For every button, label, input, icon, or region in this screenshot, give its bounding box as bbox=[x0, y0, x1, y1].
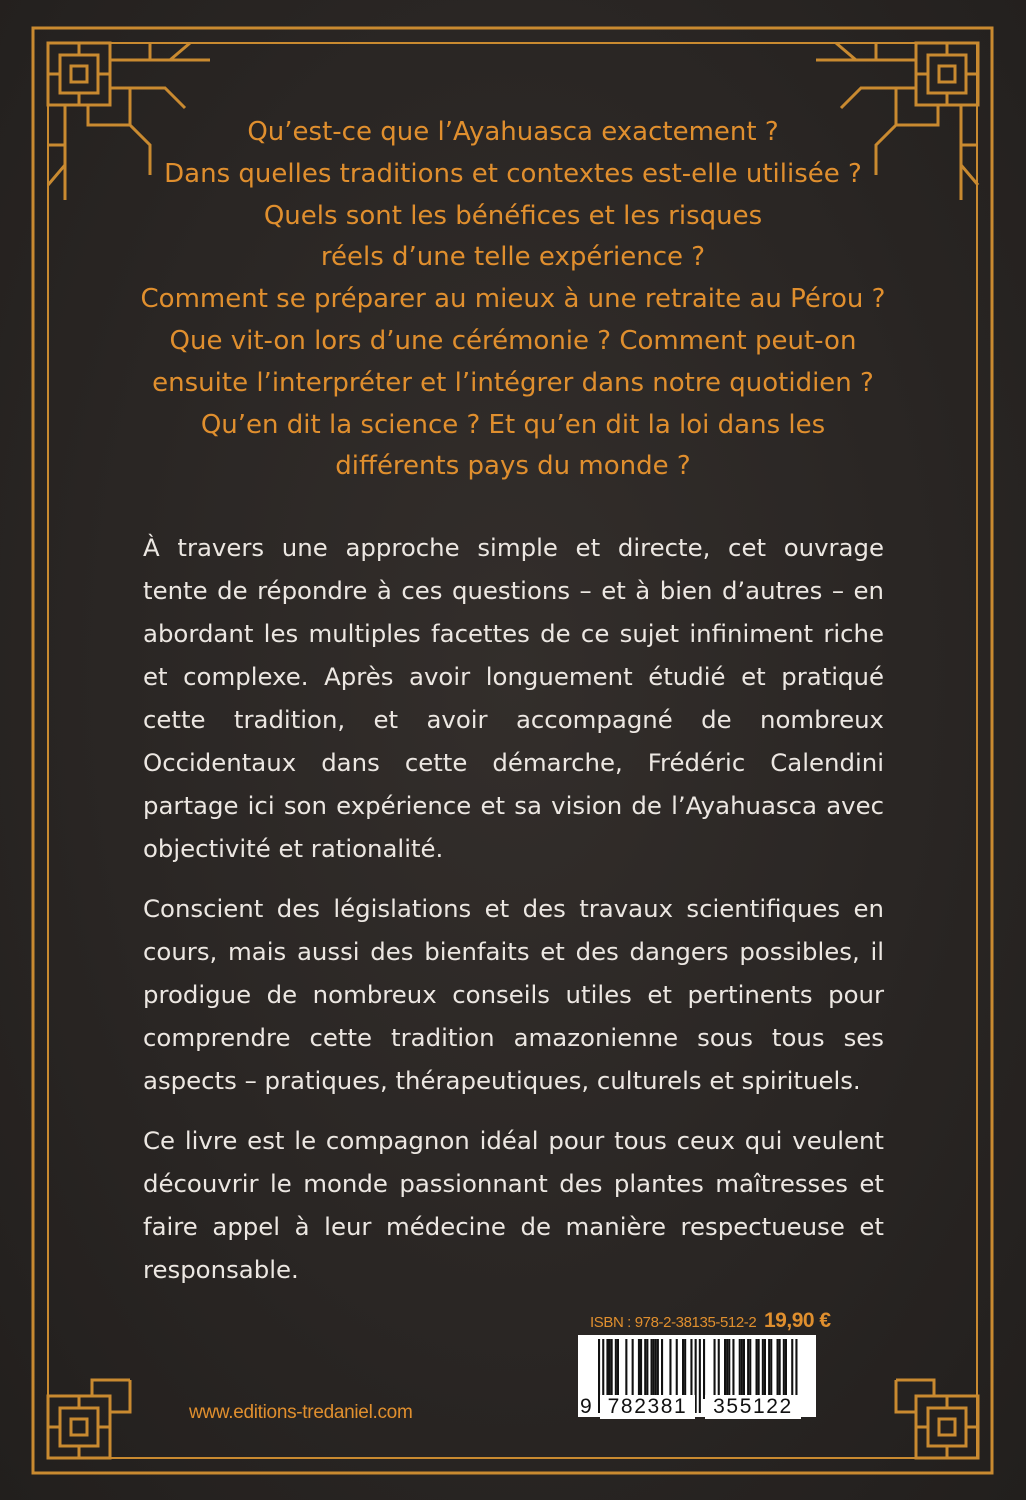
barcode-digits bbox=[578, 1395, 816, 1417]
barcode-bar bbox=[749, 1339, 751, 1399]
barcode-bar bbox=[747, 1339, 749, 1399]
text-line: aspects – pratiques, thérapeutiques, culturels et spirituels. bbox=[143, 1066, 861, 1095]
barcode-bar bbox=[714, 1339, 716, 1399]
questions-block bbox=[100, 112, 926, 488]
barcode-bar bbox=[718, 1339, 720, 1399]
barcode-bar bbox=[657, 1339, 659, 1399]
question-line: Dans quelles traditions et contextes est-elle utilisée ? bbox=[164, 158, 862, 189]
barcode-bar bbox=[644, 1339, 646, 1399]
barcode-bar bbox=[732, 1339, 734, 1399]
question-line: Qu’en dit la science ? Et qu’en dit la loi dans les bbox=[200, 409, 826, 440]
text-line: cette tradition, et avoir accompagné de nombreux bbox=[143, 705, 884, 734]
barcode-bar bbox=[617, 1339, 619, 1399]
publisher-website: www.editions-tredaniel.com bbox=[189, 1402, 413, 1423]
paragraph-legislation bbox=[143, 887, 884, 1102]
question-line: Que vit-on lors d’une cérémonie ? Comment peut-on bbox=[169, 325, 857, 356]
text-line: prodigue de nombreux conseils utiles et pertinents pour bbox=[143, 980, 884, 1009]
barcode-bar bbox=[758, 1339, 760, 1399]
paragraph-intro bbox=[143, 526, 884, 870]
barcode-bar bbox=[669, 1339, 671, 1399]
text-line: Conscient des législations et des travaux scientifiques en bbox=[143, 894, 884, 923]
text-line: abordant les multiples facettes de ce sujet infiniment riche bbox=[143, 619, 884, 648]
question-line: différents pays du monde ? bbox=[335, 451, 691, 482]
barcode-bar bbox=[632, 1339, 634, 1399]
text-line: À travers une approche simple et directe, cet ouvrage bbox=[143, 533, 884, 562]
barcode-bar bbox=[768, 1339, 770, 1399]
barcode-bar bbox=[728, 1339, 730, 1399]
barcode-bar bbox=[764, 1339, 766, 1399]
text-line: Ce livre est le compagnon idéal pour tous ceux qui veulent bbox=[143, 1126, 884, 1155]
text-line: faire appel à leur médecine de manière respectueuse et bbox=[143, 1212, 884, 1241]
text-line: comprendre cette tradition amazonienne sous tous ses bbox=[143, 1023, 884, 1052]
barcode-bar bbox=[651, 1339, 653, 1399]
barcode-bar bbox=[741, 1339, 743, 1399]
question-line: Comment se préparer au mieux à une retraite au Pérou ? bbox=[140, 284, 886, 315]
barcode-bar bbox=[615, 1339, 617, 1399]
barcode-bar bbox=[684, 1339, 686, 1399]
barcode-bar bbox=[638, 1339, 640, 1399]
question-line: Qu’est-ce que l’Ayahuasca exactement ? bbox=[247, 117, 779, 147]
barcode-bar bbox=[676, 1339, 678, 1399]
isbn-label: ISBN : 978-2-38135-512-2 bbox=[590, 1314, 757, 1331]
barcode-bar bbox=[606, 1339, 608, 1399]
barcode-bar bbox=[785, 1339, 787, 1399]
text-line: tente de répondre à ces questions – et à bien d’autres – en bbox=[143, 576, 884, 605]
paragraph-companion bbox=[143, 1119, 884, 1291]
barcode-right-digits: 355122 bbox=[705, 1395, 801, 1419]
barcode-bar bbox=[779, 1339, 781, 1399]
text-line: découvrir le monde passionnant des plantes maîtresses et bbox=[143, 1169, 884, 1198]
barcode-bar bbox=[783, 1339, 785, 1399]
barcode-bar bbox=[724, 1339, 726, 1399]
barcode-bar bbox=[625, 1339, 627, 1399]
corner-ornament-bottom-right bbox=[896, 1380, 978, 1458]
barcode-bar bbox=[661, 1339, 663, 1399]
question-line: Quels sont les bénéfices et les risques bbox=[263, 200, 763, 231]
corner-ornament-bottom-left bbox=[48, 1380, 130, 1458]
text-line: responsable. bbox=[143, 1255, 299, 1284]
barcode-bar bbox=[640, 1339, 642, 1399]
barcode-bar bbox=[762, 1339, 764, 1399]
barcode-bar bbox=[703, 1339, 705, 1399]
barcode-bar bbox=[756, 1339, 758, 1399]
barcode-bar bbox=[726, 1339, 728, 1399]
isbn-price-row bbox=[578, 1309, 840, 1335]
barcode-left-digits: 782381 bbox=[600, 1395, 695, 1419]
barcode-bar bbox=[611, 1339, 613, 1399]
barcode bbox=[578, 1335, 816, 1417]
barcode-bar bbox=[777, 1339, 779, 1399]
barcode-bar bbox=[609, 1339, 611, 1399]
question-line: réels d’une telle expérience ? bbox=[320, 242, 706, 273]
barcode-bar bbox=[682, 1339, 684, 1399]
barcode-first-digit: 9 bbox=[580, 1395, 592, 1418]
price-label: 19,90 € bbox=[764, 1309, 831, 1332]
barcode-bar bbox=[655, 1339, 657, 1399]
barcode-bar bbox=[739, 1339, 741, 1399]
text-line: Occidentaux dans cette démarche, Frédéric Calendini bbox=[143, 748, 884, 777]
barcode-bar bbox=[690, 1339, 692, 1399]
text-line: objectivité et rationalité. bbox=[143, 834, 444, 863]
barcode-bar bbox=[653, 1339, 655, 1399]
text-line: cours, mais aussi des bienfaits et des dangers possibles, il bbox=[143, 937, 884, 966]
barcode-bar bbox=[770, 1339, 772, 1399]
text-line: partage ici son expérience et sa vision de l’Ayahuasca avec bbox=[143, 791, 884, 820]
barcode-bar bbox=[743, 1339, 745, 1399]
description-text bbox=[143, 526, 884, 1308]
barcode-bar bbox=[646, 1339, 648, 1399]
text-line: et complexe. Après avoir longuement étudié et pratiqué bbox=[143, 662, 884, 691]
question-line: ensuite l’interpréter et l’intégrer dans notre quotidien ? bbox=[152, 367, 874, 398]
